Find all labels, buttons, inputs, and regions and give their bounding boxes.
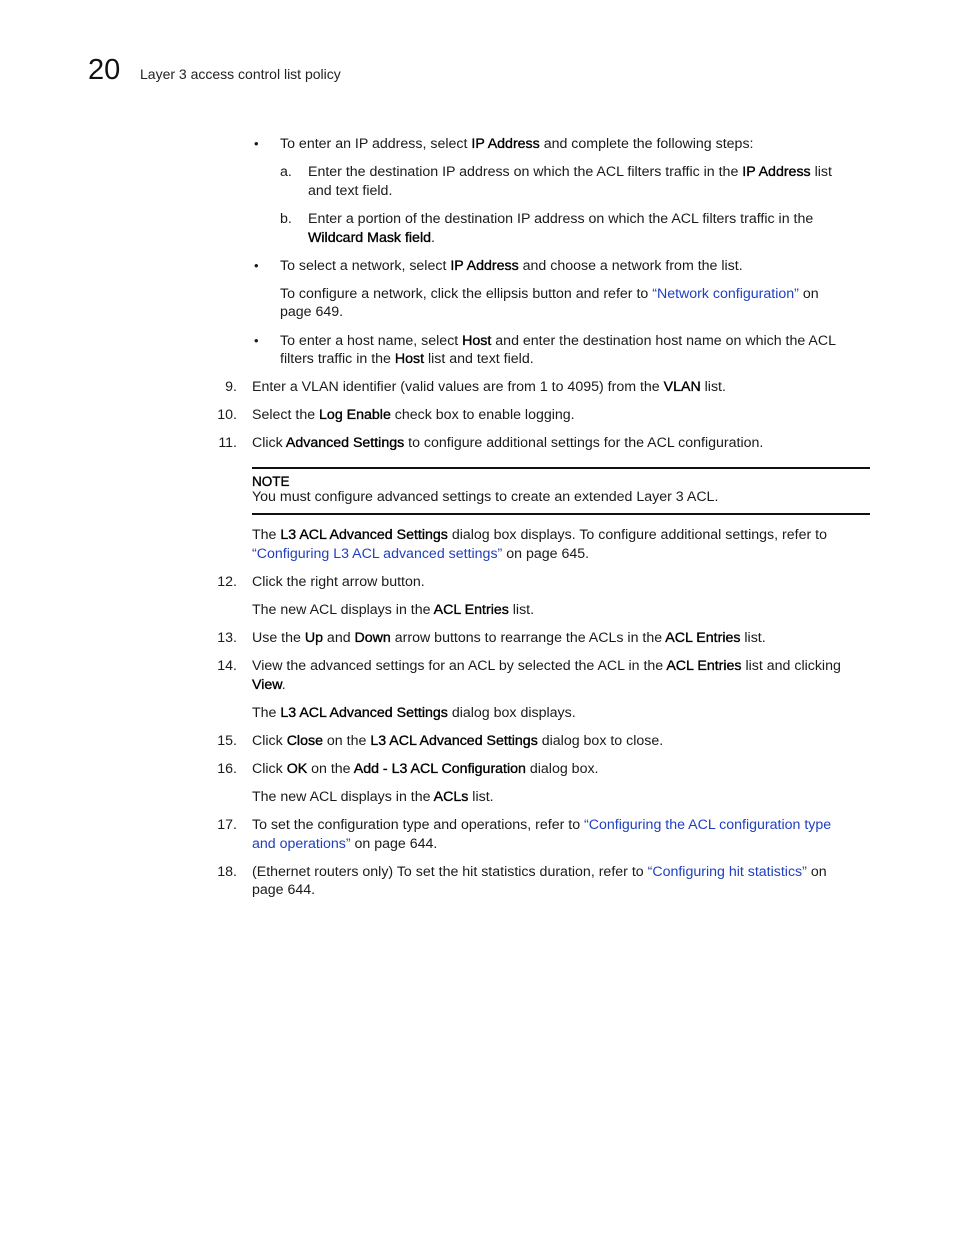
step-number: 14.: [217, 658, 237, 674]
substep-label: a.: [280, 164, 292, 180]
bullet-marker: •: [254, 333, 259, 348]
substep-a-line1: Enter the destination IP address on which the ACL filters traffic in the IP Address list: [308, 164, 832, 180]
step-14-text: View the advanced settings for an ACL by selected the ACL in the ACL Entries list and clicking: [252, 658, 841, 674]
step-16-paragraph: The new ACL displays in the ACLs list.: [252, 789, 494, 805]
bullet-item-host-line2: filters traffic in the Host list and text field.: [280, 351, 534, 367]
step-12-paragraph: The new ACL displays in the ACL Entries list.: [252, 602, 535, 618]
substep-b-line1: Enter a portion of the destination IP address on which the ACL filters traffic in the: [308, 211, 814, 227]
step-13-text: Use the Up and Down arrow buttons to rearrange the ACLs in the ACL Entries list.: [252, 630, 766, 646]
step-number: 18.: [217, 864, 237, 880]
chapter-title: Layer 3 access control list policy: [140, 66, 341, 82]
advanced-settings-paragraph: The L3 ACL Advanced Settings dialog box displays. To configure additional settings, refer to: [252, 527, 827, 543]
step-number: 13.: [217, 630, 237, 646]
step-number: 9.: [225, 379, 237, 395]
step-number: 12.: [217, 574, 237, 590]
step-11-text: Click Advanced Settings to configure additional settings for the ACL configuration.: [252, 435, 764, 451]
step-15-text: Click Close on the L3 ACL Advanced Settings dialog box to close.: [252, 733, 664, 749]
step-17-text: To set the configuration type and operations, refer to “Configuring the ACL configuration type: [252, 817, 832, 833]
acl-configuration-type-link[interactable]: “Configuring the ACL configuration type: [584, 817, 832, 833]
network-config-paragraph: To configure a network, click the ellipsis button and refer to “Network configuration” on: [280, 286, 819, 302]
bullet-marker: •: [254, 136, 259, 151]
substep-label: b.: [280, 211, 292, 227]
step-number: 10.: [217, 407, 237, 423]
step-12-text: Click the right arrow button.: [252, 574, 425, 590]
step-number: 16.: [217, 761, 237, 777]
step-17-text-line2: and operations” on page 644.: [252, 836, 438, 852]
note-label: NOTE: [252, 474, 290, 489]
note-bottom-rule: [252, 513, 870, 515]
l3-acl-advanced-settings-link[interactable]: “Configuring L3 ACL advanced settings”: [252, 546, 503, 562]
chapter-number: 20: [88, 54, 121, 86]
note-top-rule: [252, 467, 870, 469]
note-text: You must configure advanced settings to create an extended Layer 3 ACL.: [252, 489, 719, 505]
step-18-text-line2: page 644.: [252, 882, 316, 898]
step-14-text-line2: View.: [252, 677, 286, 693]
step-9-text: Enter a VLAN identifier (valid values are from 1 to 4095) from the VLAN list.: [252, 379, 726, 395]
step-number: 15.: [217, 733, 237, 749]
step-18-text: (Ethernet routers only) To set the hit statistics duration, refer to “Configuring hit statistics” on: [252, 864, 827, 880]
bullet-item-ip-address: To enter an IP address, select IP Address and complete the following steps:: [280, 136, 754, 152]
step-14-paragraph: The L3 ACL Advanced Settings dialog box displays.: [252, 705, 576, 721]
advanced-settings-paragraph-line2: “Configuring L3 ACL advanced settings” on page 645.: [252, 546, 590, 562]
step-16-text: Click OK on the Add - L3 ACL Configuration dialog box.: [252, 761, 599, 777]
step-number: 17.: [217, 817, 237, 833]
substep-b-line2: Wildcard Mask field.: [308, 230, 435, 246]
network-config-paragraph-line2: page 649.: [280, 304, 344, 320]
step-10-text: Select the Log Enable check box to enable logging.: [252, 407, 575, 423]
substep-a-line2: and text field.: [308, 183, 393, 199]
step-number: 11.: [218, 435, 237, 451]
bullet-marker: •: [254, 258, 259, 273]
hit-statistics-link[interactable]: “Configuring hit statistics”: [647, 864, 807, 880]
network-configuration-link[interactable]: “Network configuration”: [652, 286, 799, 302]
bullet-item-host: To enter a host name, select Host and enter the destination host name on which the ACL: [280, 333, 837, 349]
acl-configuration-type-link-cont[interactable]: and operations”: [252, 836, 351, 852]
bullet-item-network: To select a network, select IP Address and choose a network from the list.: [280, 258, 743, 274]
